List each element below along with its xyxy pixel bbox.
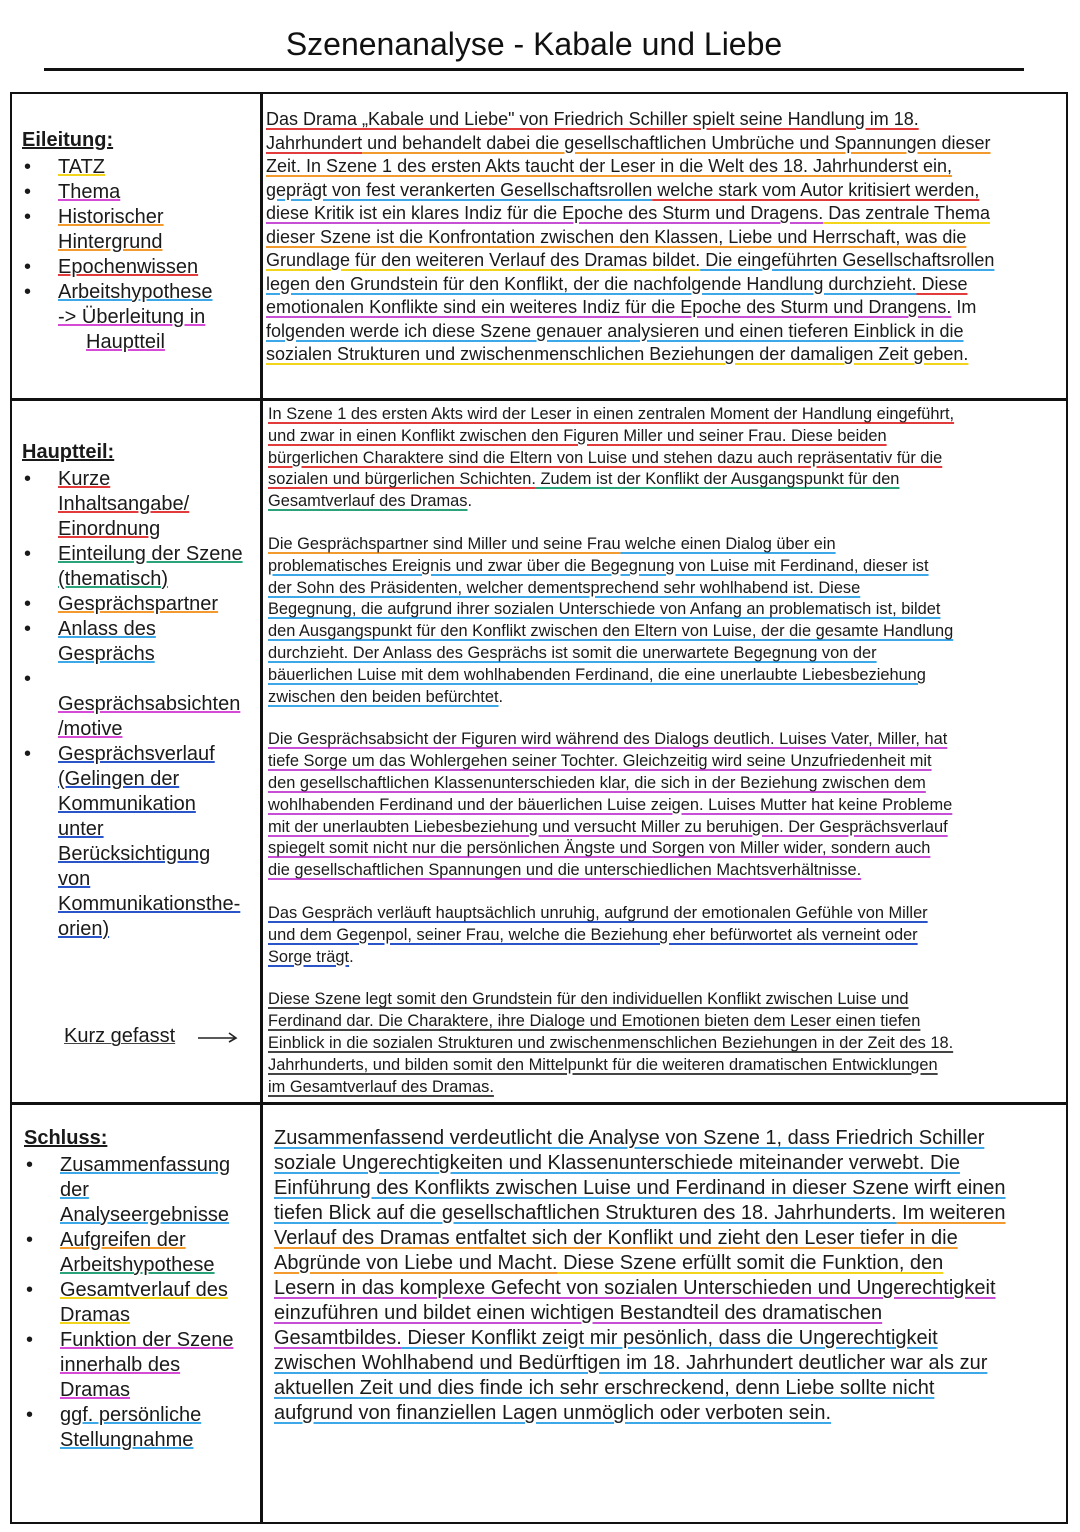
paragraph-gespraechspartner: Die Gesprächspartner sind Miller und seine Frau welche einen Dialog über ein problematisches Ereignis und zwar über die Begegnung von Luise mit Ferdinand, dieser ist der Sohn des Präsidenten, welcher dementsprechend sehr wohlhabend ist. Diese Begegnung, die aufgrund ihrer sozialen Unterschiede von Anfang an problematisch ist, bildet den Ausgangspunkt für den Konflikt zwischen den Eltern von Luise, der die gesamte Handlung durchzieht. Der Anlass des Gesprächs ist somit die unerwartete Begegnung von der bäuerlichen Luise mit dem wohlhabenden Ferdinand, die eine unerlaubte Liebesbeziehung zwischen den beiden befürchtet. <box>268 534 954 706</box>
list-item: Analyseergebnisse <box>60 1204 229 1226</box>
list-item: -> Überleitung in <box>58 306 206 328</box>
paragraph-gespraechsverlauf: Das Gespräch verläuft hauptsächlich unruhig, aufgrund der emotionalen Gefühle von Miller und dem Gegenpol, seiner Frau, welche die Beziehung eher befürwortet als verneint oder Sorge trägt. <box>268 903 928 966</box>
list-item: Dramas <box>60 1379 131 1401</box>
list-item: Hauptteil <box>86 331 165 353</box>
list-item: Kommunikationsthe- <box>58 893 241 915</box>
list-item: Gesprächs <box>58 643 155 665</box>
list-item: Inhaltsangabe/ <box>58 493 190 515</box>
schluss-sidebar <box>24 1126 233 1453</box>
einleitung-checklist <box>22 155 213 355</box>
row-divider <box>10 1102 1068 1105</box>
list-item: • Aufgreifen der <box>24 1228 233 1253</box>
list-item: Arbeitshypothese <box>60 1254 215 1276</box>
einleitung-heading: Eileitung: <box>22 129 114 151</box>
list-item: (thematisch) <box>58 568 169 590</box>
paragraph-kurz-gefasst: Diese Szene legt somit den Grundstein für den individuellen Konflikt zwischen Luise und Ferdinand dar. Die Charaktere, ihre Dialoge und Emotionen bieten dem Leser einen tiefen Einblick in die sozialen Strukturen und zwischenmenschlichen Beziehungen in der Zeit des 18. Jahrhunderts, und bilden somit den Mittelpunkt für die weiteren dramatischen Entwicklungen im Gesamtverlauf des Dramas. <box>268 990 954 1096</box>
row-divider <box>10 398 1068 401</box>
list-item: • Arbeitshypothese <box>22 280 213 305</box>
list-item: • Historischer <box>22 205 213 230</box>
list-item: innerhalb des <box>60 1354 181 1376</box>
list-item <box>22 667 243 692</box>
list-item: • ggf. persönliche <box>24 1403 233 1428</box>
paragraph-inhaltsangabe: In Szene 1 des ersten Akts wird der Leser in einen zentralen Moment der Handlung eingeführt, und zwar in einen Konflikt zwischen den Figuren Miller und seiner Frau. Diese beiden bürgerlichen Charaktere sind die Eltern von Luise und stehen dazu auch repräsentativ für die sozialen und bürgerlichen Schichten. Zudem ist der Konflikt der Ausgangspunkt für den Gesamtverlauf des Dramas. <box>268 405 955 511</box>
list-item: Hintergrund <box>58 231 163 253</box>
hauptteil-text <box>268 404 1062 1098</box>
list-item: • Zusammenfassung <box>24 1153 233 1178</box>
list-item: orien) <box>58 918 110 940</box>
list-item: • Gesamtverlauf des <box>24 1278 233 1303</box>
paragraph-gespraechsabsicht: Die Gesprächsabsicht der Figuren wird während des Dialogs deutlich. Luises Vater, Miller, hat tiefe Sorge um das Wohlergehen seiner Tochter. Gleichzeitig wird seine Unzufriedenheit mit den gesellschaftlichen Klassenunterschieden klar, die sich in der Beziehung zwischen dem wohlhabenden Ferdinand und der bäuerlichen Luise zeigen. Luises Mutter hat keine Probleme mit der unerlaubten Liebesbeziehung und versucht Miller zu beruhigen. Der Gesprächsverlauf spiegelt somit nicht nur die persönlichen Ängste und Sorgen von Miller wider, sondern auch die gesellschaftlichen Spannungen und die unterschiedlichen Machtsverhältnisse. <box>268 730 953 880</box>
list-item: • Anlass des <box>22 617 243 642</box>
list-item: Kommunikation <box>58 793 196 815</box>
list-item: (Gelingen der <box>58 768 180 790</box>
arrow-right-icon <box>196 1027 240 1047</box>
list-item: Berücksichtigung <box>58 843 211 865</box>
einleitung-text: Das Drama „Kabale und Liebe" von Friedrich Schiller spielt seine Handlung im 18. Jahrhundert und behandelt dabei die gesellschaftlichen Umbrüche und Spannungen dieser Zeit. In Szene 1 des ersten Akts taucht der Leser in die Welt des 18. Jahrhunderst ein, geprägt von fest verankerten Gesellschaftsrollen welche stark vom Autor kritisiert werden, diese Kritik ist ein klares Indiz für die Epoche des Sturm und Dragens. Das zentrale Thema dieser Szene ist die Konfrontation zwischen den Klassen, Liebe und Herrschaft, was die Grundlage für den weiteren Verlauf des Dramas bildet. Die eingeführten Gesellschaftsrollen legen den Grundstein für den Konflikt, der die nachfolgende Handlung durchzieht. Diese emotionalen Konflikte sind ein weiteres Indiz für die Epoche des Sturm und Drangens. Im folgenden werde ich diese Szene genauer analysieren und einen tieferen Einblick in die sozialen Strukturen und zwischenmenschlichen Beziehungen der damaligen Zeit geben. <box>266 109 995 364</box>
list-item: Einordnung <box>58 518 161 540</box>
list-item: Dramas <box>60 1304 131 1326</box>
schluss-heading: Schluss: <box>24 1127 108 1149</box>
list-item: /motive <box>58 718 123 740</box>
list-item: der <box>60 1179 89 1201</box>
list-item: unter <box>58 818 104 840</box>
einleitung-sidebar <box>22 128 213 355</box>
list-item: Stellungnahme <box>60 1429 194 1451</box>
list-item: von <box>58 868 91 890</box>
page-title: Szenenanalyse - Kabale und Liebe <box>285 26 783 62</box>
list-item: • Thema <box>22 180 213 205</box>
hauptteil-heading: Hauptteil: <box>22 441 115 463</box>
hauptteil-checklist <box>22 467 243 942</box>
list-item: • Gesprächspartner <box>22 592 243 617</box>
schluss-checklist <box>24 1153 233 1453</box>
list-item: • Kurze <box>22 467 243 492</box>
column-divider <box>260 92 263 1524</box>
schluss-text: Zusammenfassend verdeutlicht die Analyse von Szene 1, dass Friedrich Schiller soziale Ungerechtigkeiten und Klassenunterschiede miteinander verwebt. Die Einführung des Konflikts zwischen Luise und Ferdinand in dieser Szene wirft einen tiefen Blick auf die gesellschaftlichen Strukturen des 18. Jahrhunderts. Im weiteren Verlauf des Dramas entfaltet sich der Konflikt und zieht den Leser tiefer in die Abgründe von Liebe und Macht. Diese Szene erfüllt somit die Funktion, den Lesern in das komplexe Gefecht von sozialen Unterschieden und Ungerechtigkeit einzuführen und bildet einen wichtigen Bestandteil des dramatischen Gesamtbildes. Dieser Konflikt zeigt mir pesönlich, dass die Ungerechtigkeit zwischen Wohlhabend und Bedürftigen im 18. Jahrhundert deutlicher war als zur aktuellen Zeit und dies finde ich sehr erschreckend, denn Liebe sollte nicht aufgrund von finanziellen Lagen unmöglich oder verboten sein. <box>274 1127 1006 1424</box>
list-item: • Einteilung der Szene <box>22 542 243 567</box>
list-item: • Funktion der Szene <box>24 1328 233 1353</box>
kurz-gefasst-label: Kurz gefasst <box>64 1025 176 1047</box>
list-item: • Gesprächsverlauf <box>22 742 243 767</box>
list-item: • Epochenwissen <box>22 255 213 280</box>
list-item: Gesprächsabsichten <box>58 693 241 715</box>
title-underline <box>44 68 1024 71</box>
hauptteil-sidebar <box>22 440 243 942</box>
list-item: • TATZ <box>22 155 213 180</box>
